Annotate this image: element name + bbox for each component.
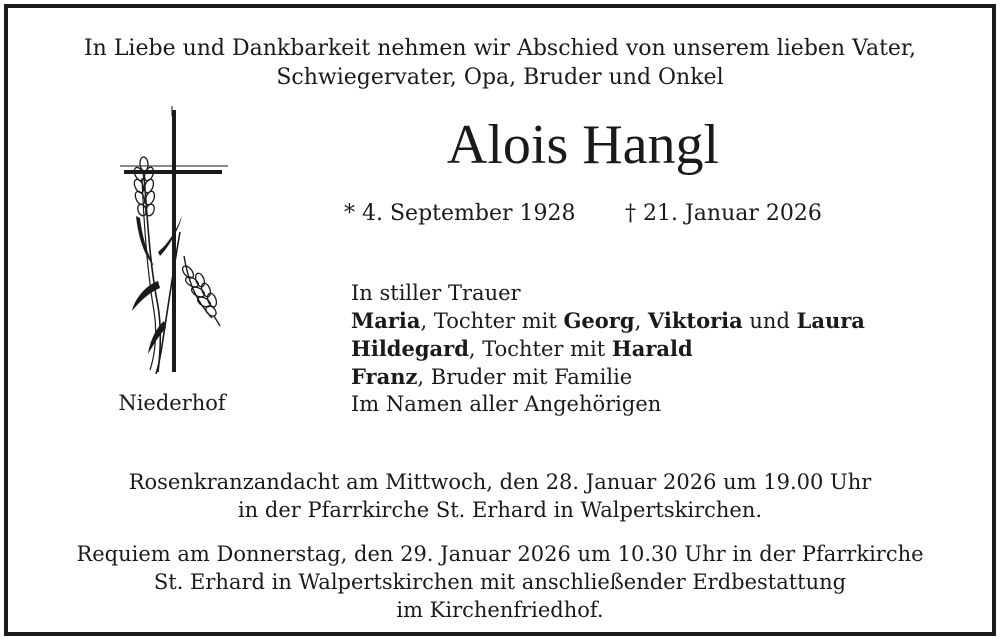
mourner-line (351, 363, 865, 391)
death-date: † 21. Januar 2026 (625, 201, 822, 226)
rosary-line-2: in der Pfarrkirche St. Erhard in Walpertskirchen. (237, 498, 763, 522)
mourner-text: , Tochter mit (420, 309, 564, 333)
mourner-text: , Tochter mit (468, 337, 612, 361)
mourner-text: , Bruder mit Familie (417, 365, 633, 389)
intro-text (8, 34, 992, 92)
mourner-name: Laura (796, 308, 865, 333)
mourner-name: Georg (563, 308, 635, 333)
place-name: Niederhof (118, 391, 226, 415)
requiem-line-2: St. Erhard in Walpertskirchen mit anschließender Erdbestattung (153, 570, 847, 594)
rosary-service (8, 468, 992, 524)
birth-date: * 4. September 1928 (344, 201, 576, 226)
mourner-text: , (634, 309, 648, 333)
mourner-text: und (742, 309, 797, 333)
mourner-name: Franz (351, 364, 418, 389)
mourner-line (351, 335, 865, 363)
requiem-line-3: im Kirchenfriedhof. (396, 598, 604, 622)
requiem-line-1: Requiem am Donnerstag, den 29. Januar 2026 um 10.30 Uhr in der Pfarrkirche (76, 542, 924, 566)
cross-with-wheat-icon (114, 106, 230, 376)
mourner-name: Hildegard (351, 336, 469, 361)
mourner-name: Harald (611, 336, 693, 361)
mourner-name: Viktoria (647, 308, 743, 333)
intro-line-1: In Liebe und Dankbarkeit nehmen wir Abschied von unserem lieben Vater, (83, 36, 917, 61)
mourner-name: Maria (351, 308, 421, 333)
requiem-service (8, 540, 992, 624)
mourners-list (351, 280, 865, 418)
mourners-intro: In stiller Trauer (351, 281, 521, 305)
deceased-name: Alois Hangl (446, 114, 720, 176)
mourner-line (351, 307, 865, 335)
obituary-notice (4, 4, 996, 636)
intro-line-2: Schwiegervater, Opa, Bruder und Onkel (276, 65, 724, 90)
rosary-line-1: Rosenkranzandacht am Mittwoch, den 28. Januar 2026 um 19.00 Uhr (128, 470, 872, 494)
mourners-closing: Im Namen aller Angehörigen (351, 392, 662, 416)
